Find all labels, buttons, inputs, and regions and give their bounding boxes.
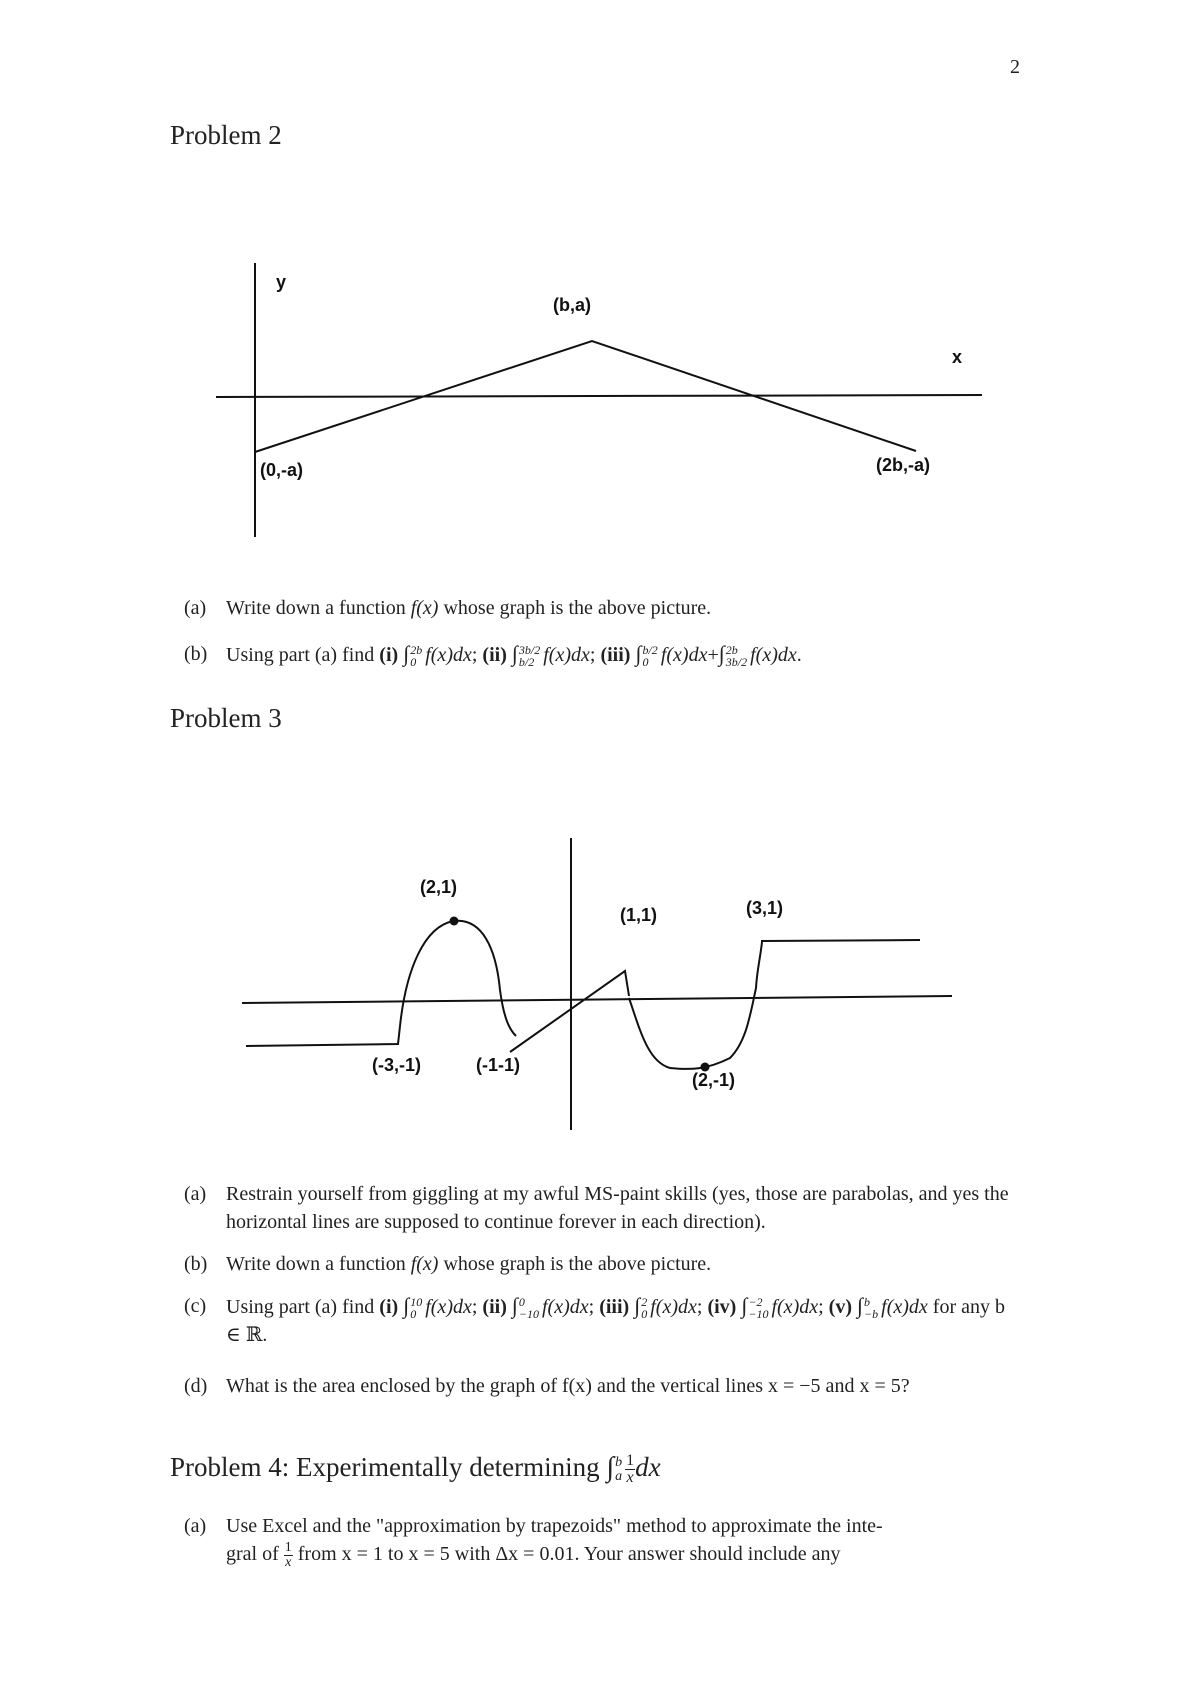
problem-3-item-a: (a) Restrain yourself from giggling at my awful MS-paint skills (yes, those are parabolas, and yes the horizontal lines are supposed to continue forever in each direction). xyxy=(184,1180,1024,1236)
x-axis xyxy=(216,395,982,397)
point-label-start: (0,-a) xyxy=(260,460,304,480)
left-parabola xyxy=(400,921,516,1036)
item-label: (a) xyxy=(184,1183,207,1205)
item-label: (b) xyxy=(184,1253,208,1275)
right-horizontal-segment xyxy=(762,940,920,942)
point-label-end: (2b,-a) xyxy=(876,455,930,475)
item-label: (b) xyxy=(184,643,208,665)
right-parabola xyxy=(629,942,762,1069)
middle-diagonal-segment xyxy=(510,971,629,1052)
x-axis xyxy=(242,996,952,1003)
item-label: (a) xyxy=(184,597,207,619)
problem-3-item-d: (d) What is the area enclosed by the graph of f(x) and the vertical lines x = −5 and x = 5? xyxy=(184,1372,1024,1400)
x-label: x xyxy=(952,347,963,367)
item-label: (d) xyxy=(184,1375,208,1397)
point-label-left-step: (-3,-1) xyxy=(372,1055,421,1075)
y-label: y xyxy=(276,272,287,292)
problem-2-item-a: (a) Write down a function f(x) whose graph is the above picture. xyxy=(184,594,1024,622)
problem-4-heading: Problem 4: Experimentally determining ∫ b a $\frac{1}{x}$ dx xyxy=(170,1452,661,1487)
point-label-peak: (b,a) xyxy=(553,295,591,315)
problem-4-item-a: (a) Use Excel and the "approximation by trapezoids" method to approximate the inte- gral of $\frac{1}{x}$ from x = 1 to x = 5 with Δx = 0.01. Your answer should include any xyxy=(184,1512,1024,1570)
point-label-right-vertex: (2,-1) xyxy=(692,1070,736,1090)
item-label: (a) xyxy=(184,1515,207,1537)
problem-2-heading: Problem 2 xyxy=(170,120,282,150)
point-label-diagonal-bottom: (-1-1) xyxy=(476,1055,520,1075)
point-label-diagonal-top: (1,1) xyxy=(620,905,658,925)
problem-2-item-b: (b) Using part (a) find (i) ∫ 2b 0 f(x)dx; (ii) ∫ 3b/2 b/2 f(x)dx; (iii) ∫ b/2 0 f(x)dx+∫ 2b 3b/2 f(x)dx. xyxy=(184,641,802,670)
point-label-right-step: (3,1) xyxy=(746,898,784,918)
vertex-point-top xyxy=(450,917,459,926)
problem-3-graph xyxy=(230,830,970,1140)
problem-3-item-b: (b) Write down a function f(x) whose graph is the above picture. xyxy=(184,1250,1024,1278)
point-label-left-vertex: (2,1) xyxy=(420,877,458,897)
left-horizontal-segment xyxy=(246,1026,400,1046)
problem-3-item-c: (c) Using part (a) find (i) ∫ 10 0 f(x)dx; (ii) ∫ 0 −10 f(x)dx; (iii) ∫ 2 0 f(x)dx; (iv) ∫ −2 −10 f(x)dx; (v) ∫ b −b f(x)dx for any b ∈ ℝ. xyxy=(184,1293,1005,1346)
item-label: (c) xyxy=(184,1295,207,1317)
page-number: 2 xyxy=(1010,56,1020,78)
problem-3-heading: Problem 3 xyxy=(170,703,282,733)
problem-2-graph xyxy=(200,255,1000,555)
